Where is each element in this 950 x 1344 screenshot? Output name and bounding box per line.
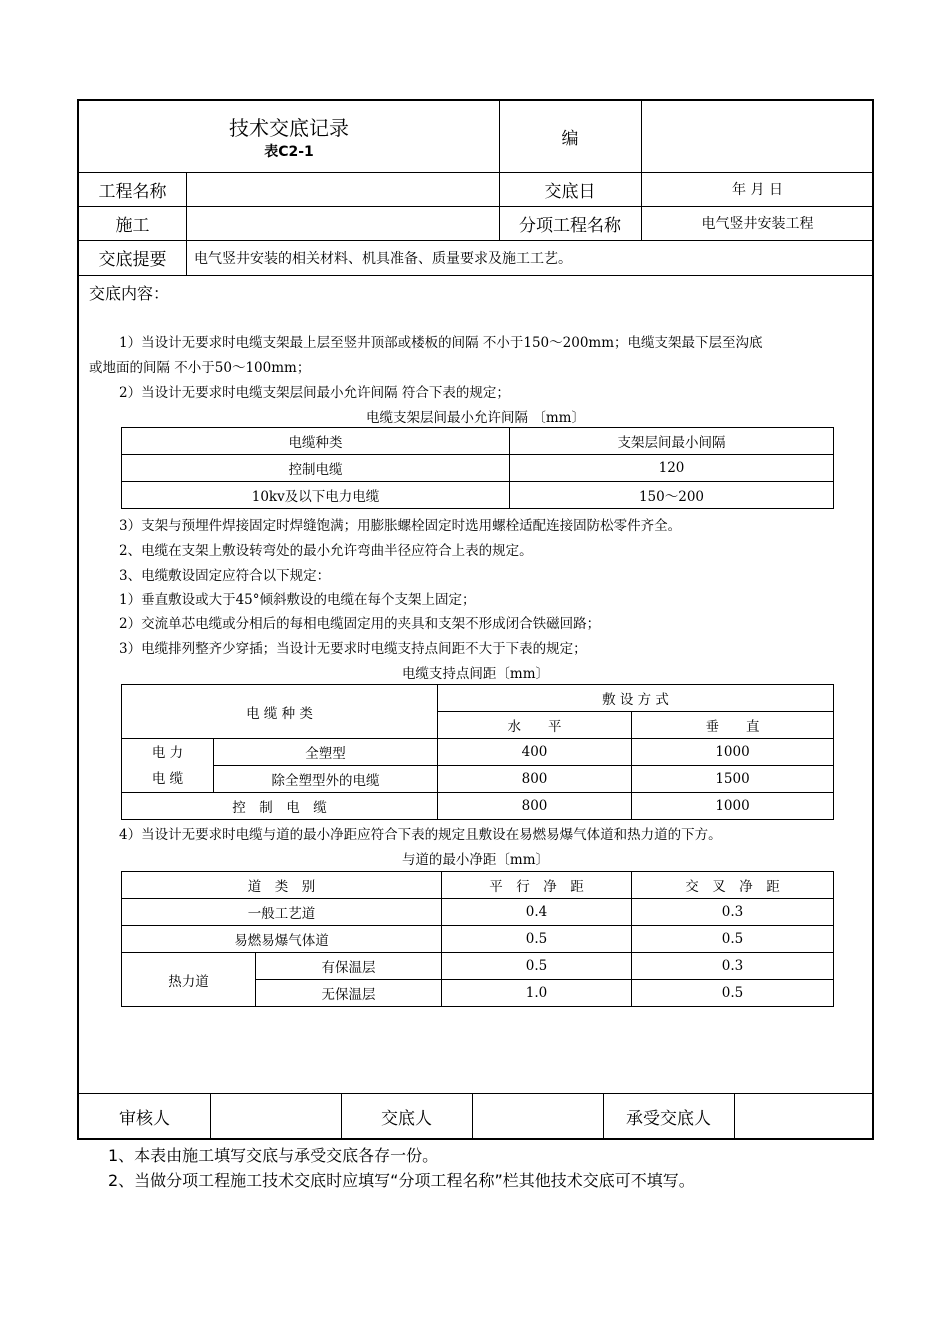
table-cell: 150～200 — [510, 482, 834, 509]
table-header-row — [122, 428, 834, 455]
paragraph: 3、电缆敷设固定应符合以下规定： — [119, 568, 331, 584]
table-cell: 10kv及以下电力电缆 — [122, 482, 510, 509]
subproject-field[interactable]: 电气竖井安装工程 — [701, 216, 814, 232]
form-title: 技术交底记录 — [229, 116, 349, 140]
paragraph: 1）当设计无要求时电缆支架最上层至竖井顶部或楼板的间隔 不小于150～200mm；电缆支架最下层至沟底 — [119, 335, 763, 351]
table-header: 敷 设 方 式 — [438, 685, 834, 712]
reviewer-label: 审核人 — [119, 1109, 170, 1129]
code-label: 编 — [561, 129, 579, 149]
table-row — [122, 766, 834, 793]
table-cell: 控 制 电 缆 — [122, 793, 438, 820]
clearance-table — [121, 871, 834, 1007]
table-cell: 0.5 — [632, 926, 834, 953]
table-header: 电缆种类 — [122, 428, 510, 455]
receiver-field[interactable] — [734, 1093, 874, 1140]
table-header: 交 叉 净 距 — [632, 872, 834, 899]
table-header-row — [122, 685, 834, 712]
table-cell: 1000 — [632, 739, 834, 766]
table-header: 垂 直 — [632, 712, 834, 739]
date-label: 交底日 — [544, 181, 596, 202]
paragraph: 4）当设计无要求时电缆与道的最小净距应符合下表的规定且敷设在易燃易爆气体道和热力道的下方。 — [119, 827, 722, 843]
technical-disclosure-form — [77, 99, 874, 1140]
summary-field[interactable]: 电气竖井安装的相关材料、机具准备、质量要求及施工工艺。 — [194, 250, 572, 267]
table-row — [122, 953, 834, 980]
table2-caption: 电缆支持点间距〔mm〕 — [401, 666, 550, 682]
table-row — [122, 793, 834, 820]
table-row — [122, 455, 834, 482]
summary-label: 交底提要 — [98, 250, 167, 270]
table-cell: 1000 — [632, 793, 834, 820]
table-cell: 800 — [438, 766, 632, 793]
row-divider — [79, 275, 872, 276]
table-group-cell: 热力道 — [122, 953, 256, 1007]
table-cell: 控制电缆 — [122, 455, 510, 482]
table-cell: 有保温层 — [256, 953, 442, 980]
table1-caption: 电缆支架层间最小允许间隔 〔mm〕 — [366, 410, 585, 426]
paragraph: 2、电缆在支架上敷设转弯处的最小允许弯曲半径应符合上表的规定。 — [119, 543, 533, 559]
table-cell: 0.5 — [442, 926, 632, 953]
support-spacing-table — [121, 684, 834, 820]
table-header: 道 类 别 — [122, 872, 442, 899]
table-cell: 1.0 — [442, 980, 632, 1007]
table-row — [122, 739, 834, 766]
table3-caption: 与道的最小净距〔mm〕 — [401, 852, 550, 868]
table-cell: 0.5 — [442, 953, 632, 980]
table-row — [122, 482, 834, 509]
table-cell: 易燃易爆气体道 — [122, 926, 442, 953]
table-cell: 0.5 — [632, 980, 834, 1007]
construction-field[interactable] — [186, 206, 499, 240]
paragraph: 或地面的间隔 不小于50～100mm； — [89, 360, 311, 376]
bracket-spacing-table — [121, 427, 834, 509]
table-cell: 除全塑型外的电缆 — [214, 766, 438, 793]
table-header: 支架层间最小间隔 — [510, 428, 834, 455]
paragraph: 3）支架与预埋件焊接固定时焊缝饱满；用膨胀螺栓固定时选用螺栓适配连接固防松零件齐全。 — [119, 518, 682, 534]
table-row — [122, 899, 834, 926]
table-cell: 0.4 — [442, 899, 632, 926]
table-cell: 1500 — [632, 766, 834, 793]
table-group-cell: 电 力 电 缆 — [122, 739, 214, 793]
note-1: 1、本表由施工填写交底与承受交底各存一份。 — [108, 1146, 439, 1165]
reviewer-field[interactable] — [210, 1093, 341, 1140]
date-field[interactable]: 年 月 日 — [732, 182, 783, 198]
subproject-label: 分项工程名称 — [519, 215, 621, 236]
code-value[interactable] — [641, 101, 874, 172]
construction-label: 施工 — [115, 215, 150, 236]
note-2: 2、当做分项工程施工技术交底时应填写“分项工程名称”栏其他技术交底可不填写。 — [108, 1171, 695, 1190]
paragraph: 3）电缆排列整齐少穿插；当设计无要求时电缆支持点间距不大于下表的规定； — [119, 641, 587, 657]
title-block — [79, 101, 499, 172]
table-header-row — [122, 872, 834, 899]
table-cell: 800 — [438, 793, 632, 820]
table-cell: 无保温层 — [256, 980, 442, 1007]
table-cell: 一般工艺道 — [122, 899, 442, 926]
table-cell: 400 — [438, 739, 632, 766]
table-cell: 0.3 — [632, 953, 834, 980]
table-header: 电 缆 种 类 — [122, 685, 438, 739]
table-header: 水 平 — [438, 712, 632, 739]
project-name-label: 工程名称 — [98, 181, 167, 202]
table-cell: 0.3 — [632, 899, 834, 926]
discloser-label: 交底人 — [381, 1109, 432, 1129]
form-number: 表C2-1 — [264, 144, 314, 160]
paragraph: 2）当设计无要求时电缆支架层间最小允许间隔 符合下表的规定； — [119, 385, 510, 401]
project-name-field[interactable] — [186, 172, 499, 206]
receiver-label: 承受交底人 — [626, 1109, 711, 1129]
table-cell: 120 — [510, 455, 834, 482]
paragraph: 1）垂直敷设或大于45°倾斜敷设的电缆在每个支架上固定； — [119, 592, 476, 608]
table-cell: 全塑型 — [214, 739, 438, 766]
content-heading: 交底内容： — [89, 284, 170, 303]
discloser-field[interactable] — [472, 1093, 603, 1140]
table-header: 平 行 净 距 — [442, 872, 632, 899]
paragraph: 2）交流单芯电缆或分相后的每相电缆固定用的夹具和支架不形成闭合铁磁回路； — [119, 616, 601, 632]
table-row — [122, 926, 834, 953]
